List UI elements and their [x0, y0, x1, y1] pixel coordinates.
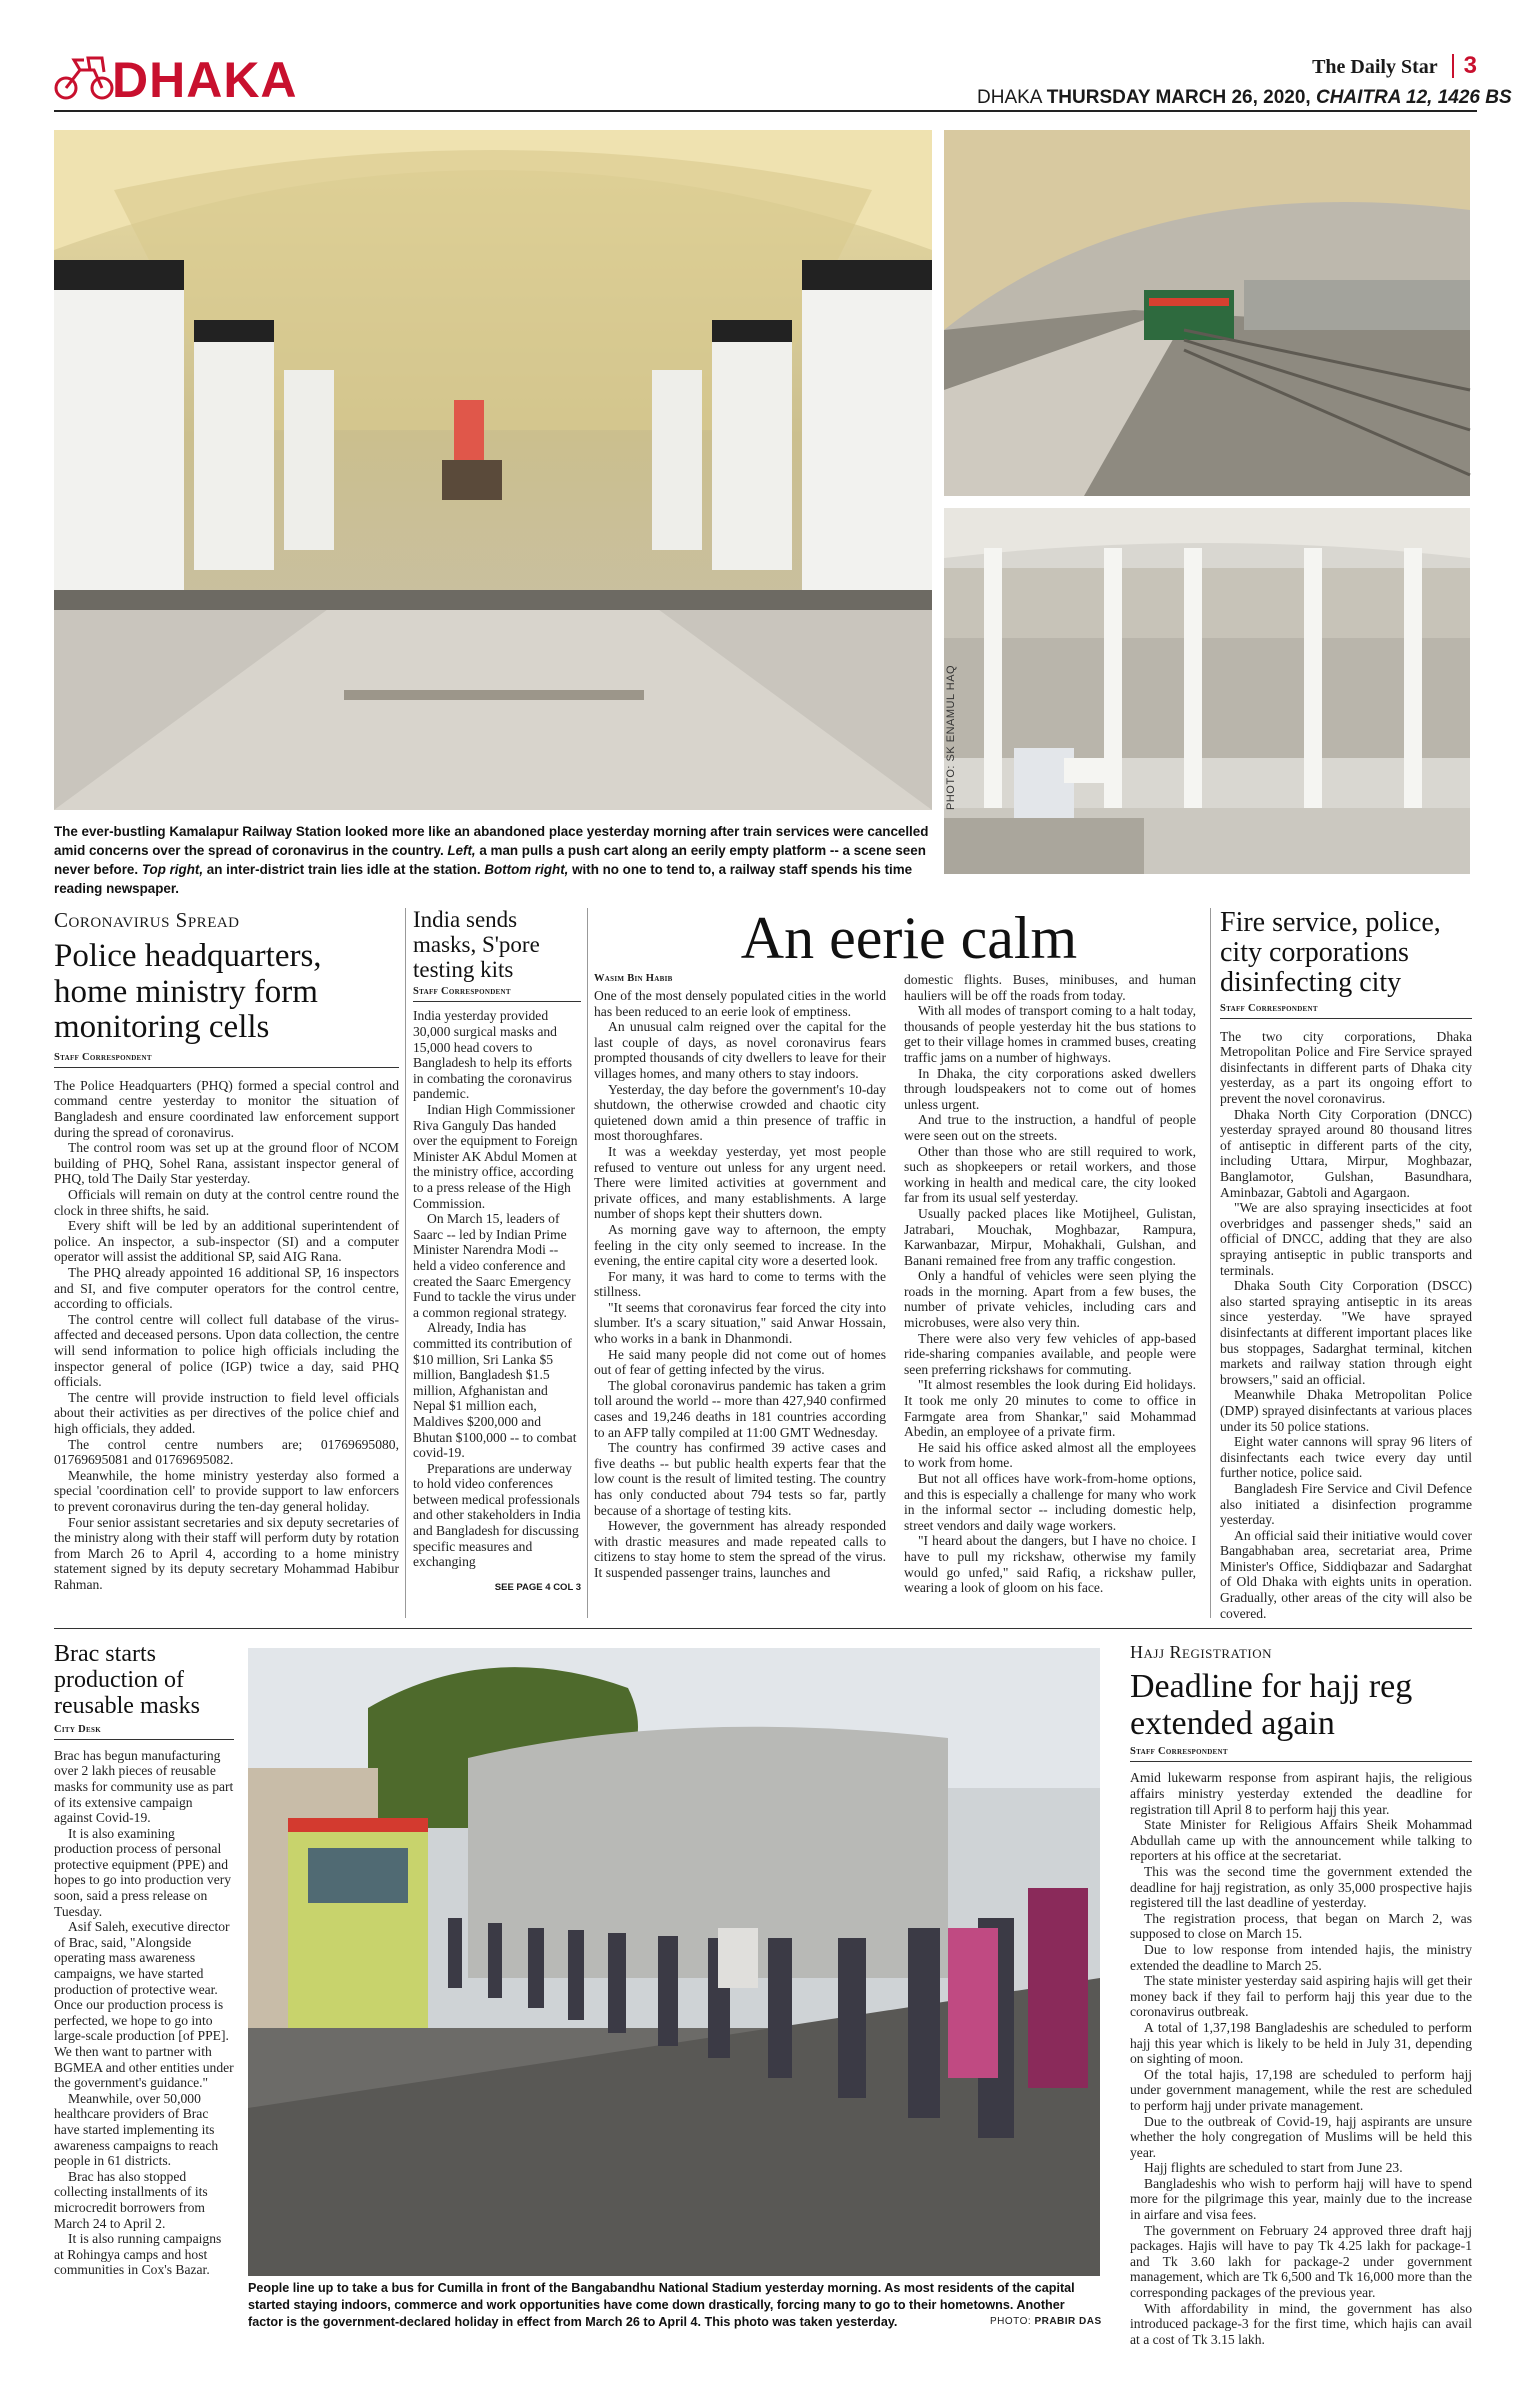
article-headline: Brac starts production of reusable masks [54, 1641, 200, 1719]
paragraph: Only a handful of vehicles were seen plying the roads in the morning. Apart from a few buses, the number of private vehicles, including cars and microbuses, were also very thin. [904, 1268, 1196, 1331]
byline-rule [54, 1067, 399, 1068]
article-body [54, 1077, 399, 1592]
paragraph: Meanwhile Dhaka Metropolitan Police (DMP) sprayed disinfectants at various places under its 50 police stations. [1220, 1387, 1472, 1434]
paragraph: Bangladesh Fire Service and Civil Defence also initiated a disinfection programme yesterday. [1220, 1480, 1472, 1528]
paragraph: This was the second time the government extended the deadline for hajj registration, as only 35,000 prospective hajis registered till the last deadline of yesterday. [1130, 1864, 1472, 1911]
paragraph: There were also very few vehicles of app-based ride-sharing companies available, and people were seen preferring rickshaws for commuting. [904, 1330, 1196, 1377]
paragraph: Dhaka North City Corporation (DNCC) yesterday sprayed around 80 thousand litres of antiseptic in different parts of the city, including Uttara, Mirpur, Moghbazar, Banglamotor, Gulshan, Basundhara, Aminbazar, Gabtoli and Agargaon. [1220, 1106, 1472, 1200]
article-byline: Staff Correspondent [1130, 1746, 1228, 1758]
paragraph: Usually packed places like Motijheel, Gulistan, Jatrabari, Mouchak, Moghbazar, Rampura, Karwanbazar, Mirpur, Mohakhali, Gulshan, and Banani remained free from any traffic congestion. [904, 1205, 1196, 1268]
byline-rule [1220, 1018, 1472, 1019]
dateline-day: THURSDAY MARCH 26, 2020, [1046, 87, 1311, 108]
photo-credit-kamalapur: PHOTO: SK ENAMUL HAQ [945, 664, 957, 810]
paragraph: Meanwhile, the home ministry yesterday also formed a special 'coordination cell' to provide support to law enforcers to prevent coronavirus during the ten-day general holiday. [54, 1467, 399, 1514]
section-rule [54, 1628, 1472, 1629]
article-eerie-calm [594, 905, 1196, 1596]
rickshaw-icon [54, 52, 114, 102]
caption-part: The ever-bustling Kamalapur Railway Station looked more like an abandoned place yesterday morning after train services were cancelled amid concerns over the spread of coronavirus in the country. [54, 824, 929, 858]
article-brac [54, 1642, 234, 2338]
paragraph: On March 15, leaders of Saarc -- led by Indian Prime Minister Narendra Modi -- held a video conference and created the Saarc Emergency Fund to tackle the virus under a common regional strategy. [413, 1211, 576, 1320]
caption-top-right-label: Top right, [141, 862, 204, 877]
paper-name: The Daily Star [1312, 56, 1438, 78]
paragraph: With affordability in mind, the government has also introduced package-3 for the first time, which hajis can avail at a cost of Tk 3.15 lakh. [1130, 2300, 1472, 2347]
photo-credit-label: PHOTO: [990, 2316, 1032, 2327]
masthead-rule [54, 110, 1477, 112]
paragraph: The Police Headquarters (PHQ) formed a special control and command centre yesterday to monitor the situation of Bangladesh and ensure coordinated law enforcement support during the spread of coronavirus. [54, 1077, 399, 1140]
paragraph: And true to the instruction, a handful of people were seen out on the streets. [904, 1112, 1196, 1143]
page-number: 3 [1452, 54, 1477, 78]
paragraph: He said his office asked almost all the employees to work from home. [904, 1439, 1196, 1471]
article-byline: City Desk [54, 1723, 101, 1735]
paragraph: Brac has begun manufacturing over 2 lakh pieces of reusable masks for community use as part of its extensive campaign against Covid-19. [54, 1747, 234, 1826]
paragraph: Dhaka South City Corporation (DSCC) also started spraying antiseptic in its areas since yesterday. "We have sprayed disinfectants at different important places like bus stoppages, Sadarghat terminal, kitchen markets and railway station through eight browsers," said an official. [1220, 1278, 1472, 1387]
paragraph: However, the government has already responded with drastic measures and made repeated calls to citizens to stay home to stem the spread of the virus. It suspended passenger trains, launches and [594, 1518, 886, 1580]
paragraph: The PHQ already appointed 16 additional SP, 16 inspectors and SI, and five computer operators for the control centre, according to officials. [54, 1265, 399, 1312]
article-headline: India sends masks, S'pore testing kits [413, 907, 540, 982]
paragraph: Brac has also stopped collecting installments of its microcredit borrowers from March 24 to April 2. [54, 2168, 208, 2231]
paragraph: Hajj flights are scheduled to start from June 23. [1144, 2160, 1403, 2176]
paragraph: In Dhaka, the city corporations asked dwellers through loudspeakers not to come out of homes unless urgent. [904, 1065, 1196, 1112]
paragraph: State Minister for Religious Affairs Sheik Mohammad Abdullah came up with the announcement while talking to reporters at his office at the secretariat. [1130, 1817, 1472, 1864]
paragraph: Every shift will be led by an additional superintendent of police. An inspector, a sub-inspector (SI) and a computer operator will assist the additional SP, said AIG Rana. [54, 1218, 399, 1265]
paragraph: The control room was set up at the ground floor of NCOM building of PHQ, Sohel Rana, assistant inspector general of PHQ, told The Daily Star yesterday. [54, 1140, 399, 1187]
column-divider [587, 908, 588, 1618]
paragraph: Amid lukewarm response from aspirant hajis, the religious affairs ministry yesterday extended the deadline for registration till April 8 to perform hajj this year. [1130, 1770, 1472, 1817]
paragraph: The state minister yesterday said aspiring hajis will get their money back if they fail to perform hajj this year due to the coronavirus outbreak. [1130, 1973, 1472, 2020]
paragraph: A total of 1,37,198 Bangladeshis are scheduled to perform hajj this year which is likely to be held in July 31, depending on sighting of moon. [1130, 2019, 1472, 2067]
paragraph: Meanwhile, over 50,000 healthcare providers of Brac have started implementing its awareness campaigns to reach people in 61 districts. [54, 2090, 219, 2169]
column-divider [1210, 908, 1211, 1618]
paragraph: "It almost resembles the look during Eid holidays. It took me only 20 minutes to come to office in Farmgate area from Shankar," said Mohammad Abedin, an employee of a private firm. [904, 1377, 1196, 1440]
article-body-col2 [904, 972, 1196, 1602]
paragraph: Four senior assistant secretaries and six deputy secretaries of the ministry along with their staff will perform duty by rotation from March 26 to April 4, according to a home ministry statement signed by its deputy secretary Mohammad Habibur Rahman. [54, 1514, 399, 1592]
paragraph: Due to low response from intended hajis, the ministry extended the deadline to March 25. [1130, 1941, 1472, 1973]
paragraph: Eight water cannons will spray 96 liters of disinfectants each twice every day until further notice, police said. [1220, 1434, 1472, 1481]
masthead-right [977, 52, 1512, 114]
paragraph: "We are also spraying insecticides at foot overbridges and passenger sheds," said an official of DNCC, adding that they are also spraying antiseptic in public transports and terminals. [1220, 1200, 1472, 1278]
jump-line: SEE PAGE 4 COL 3 [494, 1582, 581, 1594]
paragraph: It is also examining production process of personal protective equipment (PPE) and hopes to go into production very soon, said a press release on Tuesday. [54, 1825, 232, 1919]
paragraph: An unusual calm reigned over the capital for the last couple of days, as novel coronavirus fears prompted thousands of city dwellers to leave for their villages homes, and many others to stay indoors. [594, 1019, 886, 1081]
caption-part: with no one to tend to, a railway staff spends his time reading newspaper. [54, 862, 913, 896]
photo-empty-platform [54, 130, 932, 810]
dateline-city: DHAKA [977, 87, 1042, 108]
paragraph: The global coronavirus pandemic has taken a grim toll around the world -- more than 427,940 confirmed cases and 19,246 deaths in 181 countries according to an AFP tally compiled at 11:00 GMT Wednesday. [594, 1377, 886, 1440]
paragraph: The control centre will collect full database of the virus-affected and deceased persons. Upon data collection, the centre will send information to police high officials including the inspector general of police (IGP) twice a day, said PHQ officials. [54, 1311, 399, 1390]
paragraph: Due to the outbreak of Covid-19, hajj aspirants are unsure whether the holy congregation of Muslims will be held this year. [1130, 2113, 1472, 2160]
top-photo-caption [54, 822, 934, 898]
paragraph: domestic flights. Buses, minibuses, and human hauliers will be off the roads from today. [904, 972, 1196, 1003]
article-headline: Fire service, police, city corporations disinfecting city [1220, 907, 1441, 999]
article-byline: Staff Correspondent [413, 986, 511, 998]
paragraph: Officials will remain on duty at the control centre round the clock in three shifts, he said. [54, 1187, 399, 1218]
paragraph: Asif Saleh, executive director of Brac, said, "Alongside operating mass awareness campaigns, we have started production of protective wear. Once our production process is perfected, we hope to go into large-scale production [of PPE]. We then want to partner with BGMEA and other entities under the government's guidance." [54, 1919, 234, 2091]
paragraph: For many, it was hard to come to terms with the stillness. [594, 1268, 886, 1300]
paragraph: The control centre numbers are; 01769695080, 01769695081 and 01769695082. [54, 1436, 399, 1468]
article-fire-service [1220, 907, 1472, 1621]
paragraph: With all modes of transport coming to a halt today, thousands of people yesterday hit the bus stations to get to their village homes in crammed buses, creating traffic jams on a number of highways. [904, 1003, 1196, 1065]
paragraph: It is also running campaigns at Rohingya camps and host communities in Cox's Bazar. [54, 2231, 222, 2278]
paragraph: "I heard about the dangers, but I have no choice. I have to pull my rickshaw, otherwise my family would go unfed," said Rafiq, a rickshaw puller, wearing a look of gloom on his face. [904, 1533, 1196, 1596]
section-title: DHAKA [112, 52, 298, 108]
photo-idle-train [944, 130, 1470, 496]
paragraph: Yesterday, the day before the government's 10-day shutdown, the otherwise crowded and chaotic city quietened down amid a thin presence of traffic in most thoroughfares. [594, 1081, 886, 1144]
article-byline: Wasim Bin Habib [594, 972, 673, 984]
paragraph: As morning gave way to afternoon, the empty feeling in the city only seemed to increase. In the evening, the entire capital city wore a deserted look. [594, 1221, 886, 1269]
photo-bus-queue [248, 1648, 1100, 2276]
paragraph: Indian High Commissioner Riva Ganguly Das handed over the equipment to Foreign Minister AK Abdul Momen at the ministry office, according to a press release of the High Commission. [413, 1102, 578, 1211]
paragraph: The government on February 24 approved three draft hajj packages. Hajis will have to pay Tk 4.25 lakh for package-1 and Tk 3.60 lakh for package-2 under government management, which are Tk 6,500 and Tk 16,000 more than the corresponding packages of the previous year. [1130, 2222, 1472, 2301]
paragraph: The country has confirmed 39 active cases and five deaths -- but public health experts fear that the low count is the result of limited testing. The country has only conducted about 794 tests so far, partly because of a shortage of testing kits. [594, 1440, 886, 1518]
article-byline: Staff Correspondent [1220, 1002, 1318, 1014]
article-india [413, 908, 581, 1593]
column-divider [405, 908, 406, 1618]
caption-bottom-right-label: Bottom right, [484, 862, 569, 877]
dateline [977, 87, 1512, 109]
paragraph: Already, India has committed its contribution of $10 million, Sri Lanka $5 million, Bangladesh $1.5 million, Afghanistan and Nepal $1 million each, Maldives $200,000 and Bhutan $100,000 -- to combat covid-19. [413, 1320, 577, 1461]
dateline-bangla: CHAITRA 12, 1426 BS [1315, 87, 1512, 108]
caption-left-label: Left, [447, 843, 476, 858]
photo-staff-reading [944, 508, 1470, 874]
article-headline: Deadline for hajj reg extended again [1130, 1668, 1413, 1742]
paragraph: "It seems that coronavirus fear forced the city into slumber. It's a scary situation," said Anwar Hossain, who works in a bank in Dhanmondi. [594, 1299, 886, 1347]
article-byline: Staff Correspondent [54, 1051, 152, 1063]
byline-rule [1130, 1761, 1472, 1762]
article-body [1220, 1028, 1472, 1621]
article-headline: An eerie calm [740, 905, 1078, 971]
article-kicker: Hajj Registration [1130, 1642, 1273, 1662]
paragraph: It was a weekday yesterday, yet most people refused to venture out unless for any urgent need. There were limited activities at government and private offices, and many establishments. A large number of shops kept their shutters down. [594, 1143, 886, 1222]
photo-credit-bus [990, 2316, 1102, 2327]
paragraph: But not all offices have work-from-home options, and this is especially a challenge for many who work in the informal sector -- including domestic help, street vendors and daily wage workers. [904, 1471, 1196, 1533]
article-body [413, 1008, 581, 1580]
article-kicker: Coronavirus Spread [54, 908, 240, 932]
byline-rule [54, 1739, 234, 1740]
article-headline: Police headquarters, home ministry form monitoring cells [54, 938, 322, 1046]
article-body-col1 [594, 988, 886, 1602]
paragraph: The registration process, that began on March 2, was supposed to close on March 15. [1130, 1910, 1472, 1942]
paragraph: The two city corporations, Dhaka Metropolitan Police and Fire Service sprayed disinfectants in different parts of Dhaka city yesterday, as a part its ongoing effort to prevent the novel coronavirus. [1220, 1028, 1472, 1107]
paragraph: Preparations are underway to hold video conferences between medical professionals and other stakeholders in India and Bangladesh for discussing specific measures and exchanging [413, 1460, 581, 1570]
paragraph: Bangladeshis who wish to perform hajj will have to spend more for the pilgrimage this year, mainly due to the increase in airfare and visa fees. [1130, 2175, 1472, 2223]
paragraph: Other than those who are still required to work, such as shopkeepers or retail workers, and those working in health and medical care, the city looked far from its usual self yesterday. [904, 1143, 1196, 1206]
paragraph: India yesterday provided 30,000 surgical masks and 15,000 head covers to Bangladesh to help its efforts in combating the coronavirus pandemic. [413, 1008, 573, 1102]
photo-credit-name: PRABIR DAS [1034, 2316, 1102, 2327]
bus-photo-caption: People line up to take a bus for Cumilla in front of the Bangabandhu National Stadium yesterday morning. As most residents of the capital started staying indoors, commerce and work opportunities have come down drastically, forcing many to go to their hometowns. Another factor is the government-declared holiday in effect from March 26 to April 4. This photo was taken yesterday. [248, 2281, 1075, 2329]
byline-rule [413, 1001, 581, 1002]
paragraph: He said many people did not come out of homes out of fear of getting infected by the virus. [594, 1346, 886, 1378]
article-hajj [1130, 1642, 1472, 2370]
paragraph: One of the most densely populated cities in the world has been reduced to an eerie look of emptiness. [594, 988, 886, 1019]
article-police [54, 908, 399, 1592]
paragraph: An official said their initiative would cover Bangabhaban area, secretariat area, Prime Minister's Office, Siddiqbazar and Sadarghat of Old Dhaka with eights units in operation. Gradually, other areas of the city will also be covered. [1220, 1527, 1472, 1621]
article-body [1130, 1770, 1472, 2370]
caption-part: a man pulls a push cart along an eerily empty platform -- a scene seen never before. [54, 843, 926, 877]
caption-part: an inter-district train lies idle at the station. [203, 862, 485, 877]
article-body [54, 1748, 234, 2338]
paragraph: Of the total hajis, 17,198 are scheduled to perform hajj under government management, while the rest are scheduled to perform hajj under private management. [1130, 2066, 1472, 2113]
paragraph: The centre will provide instruction to field level officials about their activities as per directives of the police chief and high officials, they added. [54, 1389, 399, 1436]
